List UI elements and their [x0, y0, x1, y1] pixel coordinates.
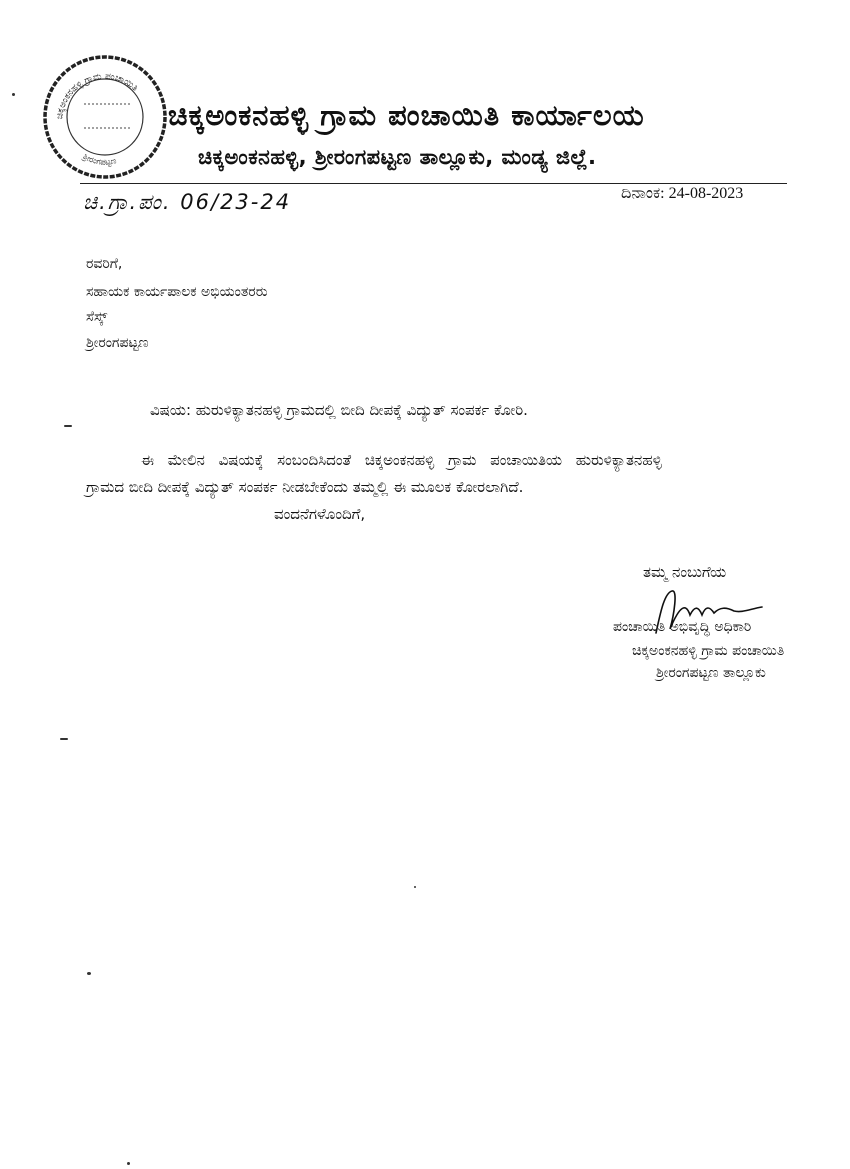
- scan-speck: [87, 972, 91, 975]
- scan-speck: [127, 1162, 130, 1165]
- body-paragraph-line-2: ಗ್ರಾಮದ ಬೀದಿ ದೀಪಕ್ಕೆ ವಿದ್ಯುತ್ ಸಂಪರ್ಕ ನೀಡಬೇಕೆಂದು ತಮ್ಮಲ್ಲಿ ಈ ಮೂಲಕ ಕೋರಲಾಗಿದೆ.: [86, 478, 524, 496]
- addressee-place: ಶ್ರೀರಂಗಪಟ್ಟಣ: [86, 335, 149, 351]
- scan-speck: [414, 886, 416, 888]
- reference-number: ಚಿ.ಗ್ರಾ.ಪಂ. 06/23-24: [83, 190, 292, 214]
- scan-speck: [12, 93, 15, 96]
- addressee-designation: ಸಹಾಯಕ ಕಾರ್ಯಪಾಲಕ ಅಭಿಯಂತರರು: [86, 284, 268, 300]
- seal-text-bottom: ಶ್ರೀರಂಗಪಟ್ಟಣ: [81, 151, 118, 167]
- signatory-office: ಚಿಕ್ಕಅಂಕನಹಳ್ಳಿ ಗ್ರಾಮ ಪಂಚಾಯಿತಿ: [632, 643, 785, 659]
- addressee-salutation: ರವರಿಗೆ,: [86, 256, 123, 272]
- letter-subject: ವಿಷಯ: ಹುರುಳಿಕ್ಯಾತನಹಳ್ಳಿ ಗ್ರಾಮದಲ್ಲಿ ಬೀದಿ ದೀಪಕ್ಕೆ ವಿದ್ಯುತ್ ಸಂಪರ್ಕ ಕೋರಿ.: [150, 401, 528, 419]
- closing-regards: ವಂದನೆಗಳೊಂದಿಗೆ,: [274, 505, 366, 523]
- letterhead-subtitle: ಚಿಕ್ಕಅಂಕನಹಳ್ಳಿ, ಶ್ರೀರಂಗಪಟ್ಟಣ ತಾಲ್ಲೂಕು, ಮಂಡ್ಯ ಜಿಲ್ಲೆ.: [198, 145, 597, 169]
- addressee-office: ಸೆಸ್ಕ್: [86, 309, 108, 325]
- letter-date: ದಿನಾಂಕ: 24-08-2023: [621, 185, 744, 202]
- sign-off: ತಮ್ಮ ನಂಬುಗೆಯ: [643, 563, 727, 581]
- office-seal-stamp: [40, 52, 170, 182]
- header-divider: [80, 183, 787, 184]
- svg-text:ಶ್ರೀರಂಗಪಟ್ಟಣ: [80, 151, 118, 167]
- seal-text-top: ಚಿಕ್ಕಅಂಕನಹಳ್ಳಿ ಗ್ರಾಮ ಪಂಚಾಯಿತಿ: [55, 71, 140, 120]
- scan-speck: [60, 738, 68, 740]
- scan-speck: [64, 425, 72, 427]
- signatory-title: ಪಂಚಾಯಿತಿ ಅಭಿವೃದ್ಧಿ ಅಧಿಕಾರಿ: [613, 619, 752, 635]
- signatory-taluk: ಶ್ರೀರಂಗಪಟ್ಟಣ ತಾಲ್ಲೂಕು: [656, 665, 766, 681]
- body-paragraph-line-1: ಈ ಮೇಲಿನ ವಿಷಯಕ್ಕೆ ಸಂಬಂದಿಸಿದಂತೆ ಚಿಕ್ಕಅಂಕನಹಳ್ಳಿ ಗ್ರಾಮ ಪಂಚಾಯಿತಿಯ ಹುರುಳಿಕ್ಯಾತನಹಳ್ಳಿ: [141, 451, 662, 469]
- letterhead-title: ಚಿಕ್ಕಅಂಕನಹಳ್ಳಿ ಗ್ರಾಮ ಪಂಚಾಯಿತಿ ಕಾರ್ಯಾಲಯ: [168, 98, 645, 132]
